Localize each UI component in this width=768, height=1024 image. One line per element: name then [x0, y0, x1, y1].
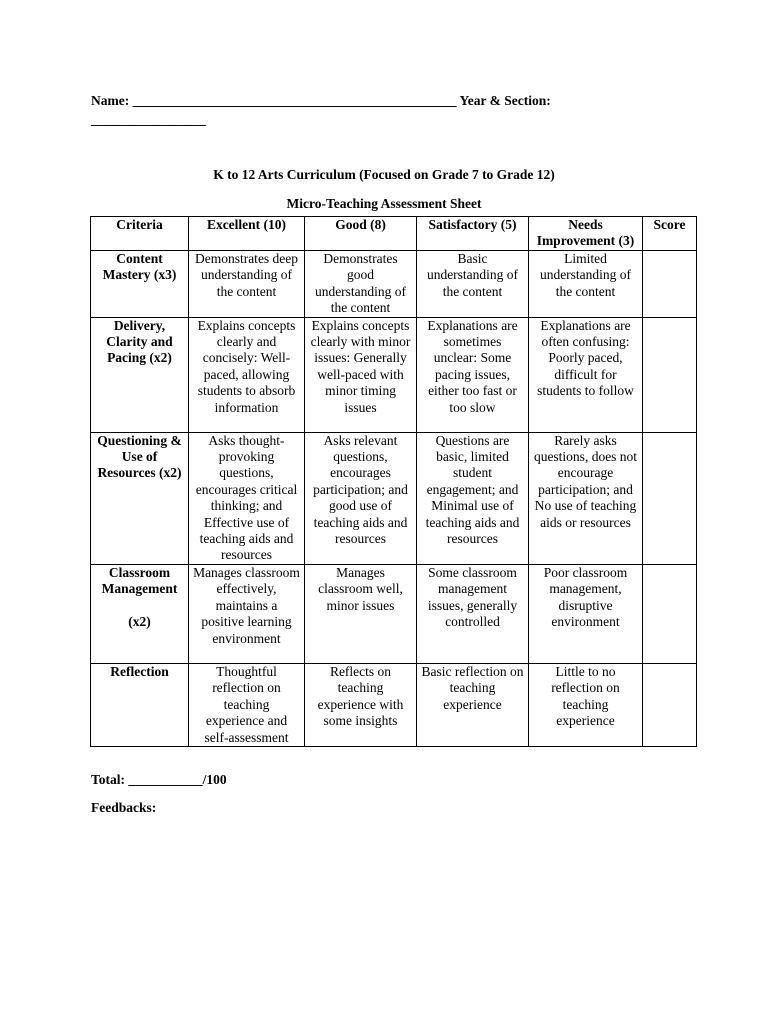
- needs-improvement-cell: Rarely asks questions, does not encourage participation; and No use of teaching aids or resources: [529, 432, 643, 564]
- excellent-cell: Manages classroom effectively, maintains a positive learning environment: [189, 564, 305, 663]
- score-cell[interactable]: [643, 251, 697, 318]
- good-cell: Reflects on teaching experience with some insights: [305, 663, 417, 746]
- needs-improvement-cell: Explanations are often confusing: Poorly paced, difficult for students to follow: [529, 317, 643, 432]
- good-cell: Manages classroom well, minor issues: [305, 564, 417, 663]
- criteria-cell: Questioning & Use of Resources (x2): [91, 432, 189, 564]
- criteria-label: Classroom Management: [101, 564, 178, 597]
- score-cell[interactable]: [643, 432, 697, 564]
- needs-improvement-cell: Little to no reflection on teaching experience: [529, 663, 643, 746]
- score-cell[interactable]: [643, 564, 697, 663]
- score-cell[interactable]: [643, 317, 697, 432]
- criteria-cell: Content Mastery (x3): [91, 251, 189, 318]
- curriculum-title: K to 12 Arts Curriculum (Focused on Grade 7 to Grade 12): [213, 167, 555, 182]
- table-row: [91, 317, 697, 432]
- satisfactory-cell: Basic reflection on teaching experience: [417, 663, 529, 746]
- satisfactory-cell: Explanations are sometimes unclear: Some pacing issues, either too fast or too slow: [417, 317, 529, 432]
- table-row: [91, 564, 697, 663]
- total-score-line: Total: ___________/100: [91, 772, 227, 787]
- score-cell[interactable]: [643, 663, 697, 746]
- header-criteria: Criteria: [91, 217, 189, 251]
- needs-improvement-cell: Poor classroom management, disruptive environment: [529, 564, 643, 663]
- table-row: [91, 663, 697, 746]
- header-excellent: Excellent (10): [189, 217, 305, 251]
- excellent-cell: Asks thought-provoking questions, encourages critical thinking; and Effective use of teaching aids and resources: [189, 432, 305, 564]
- header-satisfactory: Satisfactory (5): [417, 217, 529, 251]
- header-good: Good (8): [305, 217, 417, 251]
- good-cell: Demonstrates good understanding of the content: [305, 251, 417, 318]
- excellent-cell: Thoughtful reflection on teaching experience and self-assessment: [189, 663, 305, 746]
- excellent-cell: Demonstrates deep understanding of the content: [189, 251, 305, 318]
- criteria-weight: (x2): [128, 613, 151, 629]
- needs-improvement-cell: Limited understanding of the content: [529, 251, 643, 318]
- criteria-cell: Reflection: [91, 663, 189, 746]
- table-row: [91, 432, 697, 564]
- table-header-row: [91, 217, 697, 251]
- sheet-title: Micro-Teaching Assessment Sheet: [286, 196, 482, 211]
- feedbacks-label: Feedbacks:: [91, 800, 157, 815]
- satisfactory-cell: Some classroom management issues, generally controlled: [417, 564, 529, 663]
- name-year-section-line: Name: ________________________________________________ Year & Section:: [91, 93, 551, 108]
- section-blank-line: _________________: [91, 112, 206, 127]
- header-score: Score: [643, 217, 697, 251]
- satisfactory-cell: Questions are basic, limited student engagement; and Minimal use of teaching aids and resources: [417, 432, 529, 564]
- good-cell: Explains concepts clearly with minor issues: Generally well-paced with minor timing issues: [305, 317, 417, 432]
- excellent-cell: Explains concepts clearly and concisely: Well-paced, allowing students to absorb information: [189, 317, 305, 432]
- assessment-rubric-table: [90, 216, 697, 747]
- header-needs-improvement: Needs Improvement (3): [529, 217, 643, 251]
- table-row: [91, 251, 697, 318]
- criteria-cell: [91, 564, 189, 663]
- good-cell: Asks relevant questions, encourages participation; and good use of teaching aids and resources: [305, 432, 417, 564]
- satisfactory-cell: Basic understanding of the content: [417, 251, 529, 318]
- criteria-cell: Delivery, Clarity and Pacing (x2): [91, 317, 189, 432]
